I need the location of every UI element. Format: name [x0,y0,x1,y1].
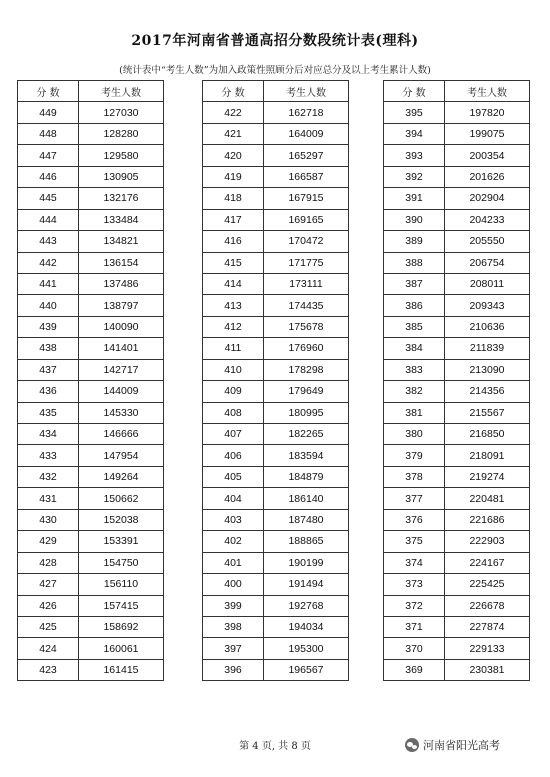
table-row [203,295,349,316]
header-count: 考生人数 [264,81,349,102]
score-cell: 381 [384,402,445,423]
count-cell: 187480 [264,509,349,530]
table-row [18,252,164,273]
score-cell: 416 [203,231,264,252]
score-cell: 420 [203,145,264,166]
table-row [203,638,349,659]
count-cell: 178298 [264,359,349,380]
count-cell: 167915 [264,188,349,209]
count-cell: 222903 [445,531,530,552]
count-cell: 229133 [445,638,530,659]
table-row [203,359,349,380]
table-row [203,402,349,423]
score-cell: 427 [18,574,79,595]
table-row [18,381,164,402]
table-row [384,424,530,445]
count-cell: 144009 [79,381,164,402]
score-cell: 410 [203,359,264,380]
table-row [384,616,530,637]
table-row [384,252,530,273]
score-cell: 369 [384,659,445,680]
table-row [18,295,164,316]
table-row [384,638,530,659]
count-cell: 215567 [445,402,530,423]
count-cell: 138797 [79,295,164,316]
score-cell: 374 [384,552,445,573]
count-cell: 206754 [445,252,530,273]
score-cell: 447 [18,145,79,166]
count-cell: 226678 [445,595,530,616]
table-row [18,402,164,423]
score-cell: 446 [18,166,79,187]
count-cell: 169165 [264,209,349,230]
count-cell: 162718 [264,102,349,123]
score-cell: 409 [203,381,264,402]
table-row [384,552,530,573]
score-cell: 424 [18,638,79,659]
count-cell: 146666 [79,424,164,445]
table-row [18,102,164,123]
score-cell: 413 [203,295,264,316]
table-row [203,338,349,359]
count-cell: 153391 [79,531,164,552]
score-cell: 443 [18,231,79,252]
count-cell: 218091 [445,445,530,466]
score-cell: 382 [384,381,445,402]
table-row [18,166,164,187]
table-row [203,445,349,466]
score-cell: 433 [18,445,79,466]
score-cell: 394 [384,123,445,144]
count-cell: 154750 [79,552,164,573]
count-cell: 199075 [445,123,530,144]
watermark-text: 河南省阳光高考 [423,739,500,752]
count-cell: 161415 [79,659,164,680]
score-cell: 426 [18,595,79,616]
score-cell: 428 [18,552,79,573]
count-cell: 216850 [445,424,530,445]
score-cell: 379 [384,445,445,466]
count-cell: 156110 [79,574,164,595]
table-row [203,574,349,595]
score-cell: 388 [384,252,445,273]
score-cell: 444 [18,209,79,230]
count-cell: 190199 [264,552,349,573]
table-row [384,595,530,616]
score-cell: 389 [384,231,445,252]
score-cell: 390 [384,209,445,230]
score-cell: 425 [18,616,79,637]
header-score: 分 数 [384,81,445,102]
score-cell: 422 [203,102,264,123]
table-row [384,659,530,680]
table-row [203,316,349,337]
score-cell: 404 [203,488,264,509]
table-row [384,338,530,359]
table-row [18,509,164,530]
table-row [203,166,349,187]
count-cell: 165297 [264,145,349,166]
table-row [384,102,530,123]
table-row [384,488,530,509]
count-cell: 225425 [445,574,530,595]
count-cell: 173111 [264,273,349,294]
table-row [18,424,164,445]
score-cell: 419 [203,166,264,187]
count-cell: 195300 [264,638,349,659]
score-cell: 380 [384,424,445,445]
header-score: 分 数 [203,81,264,102]
table-row [384,466,530,487]
count-cell: 202904 [445,188,530,209]
count-cell: 171775 [264,252,349,273]
table-row [203,531,349,552]
table-row [203,466,349,487]
count-cell: 188865 [264,531,349,552]
table-row [203,424,349,445]
table-row [203,209,349,230]
score-cell: 393 [384,145,445,166]
table-row [18,616,164,637]
score-cell: 395 [384,102,445,123]
count-cell: 157415 [79,595,164,616]
table-row [384,359,530,380]
table-row [203,188,349,209]
score-cell: 397 [203,638,264,659]
score-cell: 431 [18,488,79,509]
score-cell: 387 [384,273,445,294]
count-cell: 133484 [79,209,164,230]
score-cell: 414 [203,273,264,294]
score-cell: 423 [18,659,79,680]
count-cell: 166587 [264,166,349,187]
table-row [203,595,349,616]
table-row [384,295,530,316]
score-cell: 396 [203,659,264,680]
table-row [18,466,164,487]
count-cell: 230381 [445,659,530,680]
table-row [203,102,349,123]
score-cell: 432 [18,466,79,487]
count-cell: 219274 [445,466,530,487]
score-cell: 445 [18,188,79,209]
score-cell: 449 [18,102,79,123]
table-row [384,145,530,166]
table-row [18,209,164,230]
count-cell: 180995 [264,402,349,423]
score-cell: 405 [203,466,264,487]
score-cell: 417 [203,209,264,230]
count-cell: 208011 [445,273,530,294]
header-score: 分 数 [18,81,79,102]
table-row [18,123,164,144]
score-cell: 392 [384,166,445,187]
table-row [203,381,349,402]
table-row [203,123,349,144]
count-cell: 186140 [264,488,349,509]
score-table-2 [202,80,349,681]
count-cell: 147954 [79,445,164,466]
page-footer: 第 4 页, 共 8 页 [239,741,311,752]
score-cell: 439 [18,316,79,337]
score-cell: 421 [203,123,264,144]
score-cell: 399 [203,595,264,616]
table-row [18,316,164,337]
score-cell: 384 [384,338,445,359]
score-cell: 386 [384,295,445,316]
count-cell: 209343 [445,295,530,316]
count-cell: 183594 [264,445,349,466]
table-row [203,145,349,166]
table-row [18,273,164,294]
score-cell: 435 [18,402,79,423]
table-row [203,231,349,252]
score-cell: 378 [384,466,445,487]
header-count: 考生人数 [445,81,530,102]
count-cell: 205550 [445,231,530,252]
count-cell: 221686 [445,509,530,530]
count-cell: 196567 [264,659,349,680]
count-cell: 170472 [264,231,349,252]
score-cell: 441 [18,273,79,294]
score-cell: 385 [384,316,445,337]
table-row [384,231,530,252]
table-row [384,509,530,530]
table-row [203,659,349,680]
table-row [18,188,164,209]
score-cell: 371 [384,616,445,637]
count-cell: 176960 [264,338,349,359]
count-cell: 201626 [445,166,530,187]
score-cell: 412 [203,316,264,337]
count-cell: 164009 [264,123,349,144]
score-cell: 401 [203,552,264,573]
score-table-1 [17,80,164,681]
score-cell: 377 [384,488,445,509]
table-row [18,145,164,166]
count-cell: 150662 [79,488,164,509]
table-row [384,574,530,595]
count-cell: 140090 [79,316,164,337]
header-count: 考生人数 [79,81,164,102]
count-cell: 129580 [79,145,164,166]
count-cell: 200354 [445,145,530,166]
table-row [203,616,349,637]
wechat-icon [405,738,419,752]
score-cell: 411 [203,338,264,359]
table-row [203,273,349,294]
count-cell: 211839 [445,338,530,359]
watermark [405,737,500,753]
score-cell: 383 [384,359,445,380]
count-cell: 179649 [264,381,349,402]
score-cell: 373 [384,574,445,595]
count-cell: 191494 [264,574,349,595]
table-row [18,359,164,380]
page-title: 2017年河南省普通高招分数段统计表(理科) [131,33,419,49]
count-cell: 182265 [264,424,349,445]
score-cell: 418 [203,188,264,209]
table-row [18,531,164,552]
table-row [18,338,164,359]
count-cell: 224167 [445,552,530,573]
score-cell: 437 [18,359,79,380]
score-cell: 406 [203,445,264,466]
score-cell: 442 [18,252,79,273]
table-row [18,445,164,466]
score-cell: 372 [384,595,445,616]
count-cell: 213090 [445,359,530,380]
count-cell: 184879 [264,466,349,487]
table-row [384,188,530,209]
count-cell: 127030 [79,102,164,123]
count-cell: 192768 [264,595,349,616]
score-cell: 407 [203,424,264,445]
count-cell: 220481 [445,488,530,509]
table-row [384,445,530,466]
score-cell: 436 [18,381,79,402]
score-cell: 402 [203,531,264,552]
table-row [384,531,530,552]
count-cell: 141401 [79,338,164,359]
count-cell: 175678 [264,316,349,337]
score-table-3 [383,80,530,681]
score-cell: 438 [18,338,79,359]
count-cell: 137486 [79,273,164,294]
table-row [203,252,349,273]
count-cell: 145330 [79,402,164,423]
score-cell: 440 [18,295,79,316]
table-row [203,488,349,509]
count-cell: 210636 [445,316,530,337]
count-cell: 142717 [79,359,164,380]
score-cell: 403 [203,509,264,530]
score-cell: 400 [203,574,264,595]
table-row [384,402,530,423]
table-row [384,316,530,337]
score-cell: 376 [384,509,445,530]
table-note: (统计表中“考生人数”为加入政策性照顾分后对应总分及以上考生累计人数) [119,65,431,76]
count-cell: 197820 [445,102,530,123]
table-row [384,273,530,294]
score-cell: 415 [203,252,264,273]
count-cell: 134821 [79,231,164,252]
score-cell: 434 [18,424,79,445]
table-row [384,166,530,187]
count-cell: 128280 [79,123,164,144]
count-cell: 214356 [445,381,530,402]
score-cell: 370 [384,638,445,659]
table-row [18,595,164,616]
score-cell: 448 [18,123,79,144]
count-cell: 149264 [79,466,164,487]
count-cell: 194034 [264,616,349,637]
table-row [18,659,164,680]
score-cell: 391 [384,188,445,209]
score-cell: 429 [18,531,79,552]
table-row [203,552,349,573]
table-row [384,209,530,230]
table-row [203,509,349,530]
table-row [18,488,164,509]
count-cell: 160061 [79,638,164,659]
count-cell: 174435 [264,295,349,316]
table-row [18,231,164,252]
count-cell: 227874 [445,616,530,637]
count-cell: 136154 [79,252,164,273]
table-row [384,123,530,144]
count-cell: 158692 [79,616,164,637]
count-cell: 132176 [79,188,164,209]
count-cell: 204233 [445,209,530,230]
table-row [18,552,164,573]
table-row [384,381,530,402]
table-row [18,574,164,595]
score-cell: 375 [384,531,445,552]
count-cell: 130905 [79,166,164,187]
table-row [18,638,164,659]
count-cell: 152038 [79,509,164,530]
score-cell: 398 [203,616,264,637]
score-cell: 408 [203,402,264,423]
score-cell: 430 [18,509,79,530]
